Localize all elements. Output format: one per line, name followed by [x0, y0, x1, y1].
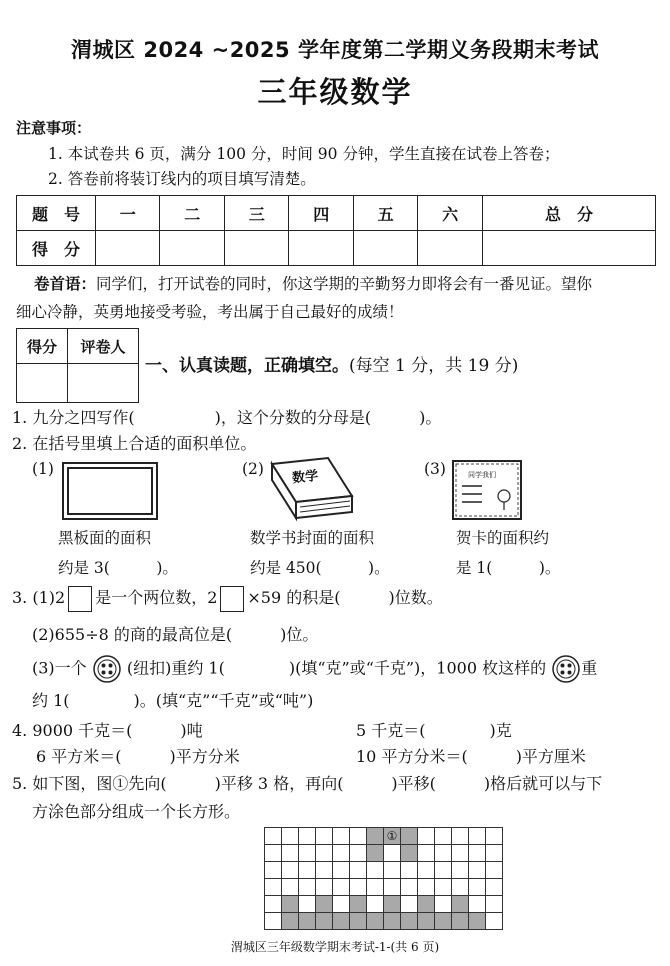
grid-cell — [418, 879, 435, 896]
notice-item-2: 2. 答卷前将装订线内的项目填写清楚。 — [48, 170, 316, 188]
grid-cell — [469, 879, 486, 896]
q5-line-1: 5. 如下图，图①先向( )平移 3 格，再向( )平移( )格后就可以与下 — [12, 774, 603, 793]
grid-cell — [486, 896, 503, 913]
grid-cell — [418, 913, 435, 930]
score-header-cell: 四 — [289, 196, 353, 231]
grid-cell — [486, 913, 503, 930]
grid-cell — [299, 896, 316, 913]
q3-part-1-middle: 是一个两位数，2 — [95, 588, 218, 607]
translation-grid — [264, 827, 503, 930]
grid-cell — [401, 913, 418, 930]
grid-cell — [282, 879, 299, 896]
grid-cell — [350, 845, 367, 862]
q2-item-2-line-2: 约是 450( )。 — [250, 559, 390, 577]
grid-cell — [401, 845, 418, 862]
grid-cell — [299, 913, 316, 930]
preface-text-1: 同学们，打开试卷的同时，你这学期的辛勤努力即将会有一番见证。望你 — [96, 275, 593, 293]
grid-cell — [435, 879, 452, 896]
grid-cell — [384, 845, 401, 862]
grid-cell — [265, 913, 282, 930]
grid-cell — [469, 913, 486, 930]
grid-cell — [316, 896, 333, 913]
grid-cell — [265, 845, 282, 862]
q2-item-1-line-1: 黑板面的面积 — [58, 529, 152, 547]
grid-cell — [265, 862, 282, 879]
grid-cell — [282, 845, 299, 862]
grader-name-cell[interactable] — [68, 364, 139, 403]
grid-cell — [418, 845, 435, 862]
q2-item-3-number: (3) — [424, 460, 446, 478]
score-table-header-row — [17, 196, 656, 231]
grid-cell — [401, 879, 418, 896]
score-input-cell[interactable] — [224, 231, 288, 266]
grid-cell — [333, 913, 350, 930]
preface-line-1 — [34, 272, 592, 294]
preface-label: 卷首语： — [34, 275, 97, 293]
grid-cell — [265, 828, 282, 845]
q4-a: 4. 9000 千克＝( )吨 — [12, 721, 203, 740]
grid-cell — [316, 862, 333, 879]
q4-c: 6 平方米＝( )平方分米 — [36, 747, 240, 766]
grid-cell — [452, 862, 469, 879]
grid-cell — [350, 896, 367, 913]
grid-cell — [486, 828, 503, 845]
grid-cell — [367, 862, 384, 879]
grid-cell — [452, 879, 469, 896]
q2-item-2-line-1: 数学书封面的面积 — [250, 529, 375, 547]
grader-box — [16, 328, 139, 403]
grid-cell — [486, 879, 503, 896]
grid-cell — [452, 828, 469, 845]
score-table-score-row — [17, 231, 656, 266]
score-header-cell: 五 — [353, 196, 417, 231]
q2-item-3-line-1: 贺卡的面积约 — [456, 529, 550, 547]
grid-cell — [401, 828, 418, 845]
grid-cell — [418, 862, 435, 879]
grid-cell — [265, 896, 282, 913]
button-icon — [551, 654, 581, 684]
digit-box[interactable] — [68, 586, 92, 612]
grid-cell — [316, 845, 333, 862]
score-input-cell[interactable] — [482, 231, 655, 266]
grid-cell — [435, 896, 452, 913]
grid-cell — [333, 862, 350, 879]
score-input-cell[interactable] — [353, 231, 417, 266]
grid-cell — [333, 828, 350, 845]
grid-cell — [299, 828, 316, 845]
grid-cell — [367, 879, 384, 896]
score-header-cell: 题 号 — [17, 196, 96, 231]
q3-part-3-middle: (纽扣)重约 1( )(填“克”或“千克”)，1000 枚这样的 — [126, 658, 547, 678]
grid-cell — [384, 862, 401, 879]
grid-cell — [486, 845, 503, 862]
grader-name-label: 评卷人 — [68, 329, 139, 364]
grid-cell — [367, 913, 384, 930]
grid-cell — [418, 896, 435, 913]
q2-item-1-line-2: 约是 3( )。 — [58, 559, 178, 577]
q2-item-1-number: (1) — [32, 460, 54, 478]
grid-cell — [282, 862, 299, 879]
grid-cell — [316, 879, 333, 896]
grid-cell — [367, 828, 384, 845]
grid-cell — [435, 913, 452, 930]
grid-cell — [418, 828, 435, 845]
notice-item-1: 1. 本试卷共 6 页，满分 100 分，时间 90 分钟，学生直接在试卷上答卷； — [48, 145, 560, 163]
preface-line-2: 细心冷静，英勇地接受考验，考出属于自己最好的成绩！ — [16, 303, 404, 321]
digit-box[interactable] — [220, 586, 244, 612]
grid-cell — [316, 828, 333, 845]
grid-cell — [316, 913, 333, 930]
score-table — [16, 195, 656, 266]
grid-cell — [435, 862, 452, 879]
grader-score-label: 得分 — [17, 329, 68, 364]
notice-heading: 注意事项： — [16, 119, 92, 137]
grid-cell — [452, 913, 469, 930]
grid-cell — [282, 896, 299, 913]
grid-cell — [435, 845, 452, 862]
score-row-label: 得 分 — [17, 231, 96, 266]
grid-cell — [401, 896, 418, 913]
q3-line-3 — [32, 654, 597, 684]
grid-cell — [401, 862, 418, 879]
exam-title: 渭城区 2024 ~2025 学年度第二学期义务段期末考试 — [71, 38, 599, 62]
grid-cell — [350, 828, 367, 845]
grid-cell — [486, 862, 503, 879]
score-header-cell: 六 — [418, 196, 482, 231]
score-input-cell[interactable] — [289, 231, 353, 266]
q4-d: 10 平方分米＝( )平方厘米 — [356, 747, 586, 766]
score-header-cell: 三 — [224, 196, 288, 231]
q3-part-3-end: 重 — [581, 658, 598, 678]
grid-cell — [350, 913, 367, 930]
grid-cell — [452, 845, 469, 862]
question-2-stem: 2. 在括号里填上合适的面积单位。 — [12, 434, 257, 453]
shape-1-marker: ① — [384, 828, 401, 845]
grid-cell — [384, 896, 401, 913]
grid-cell — [299, 879, 316, 896]
q3-part-3-prefix: (3)一个 — [32, 658, 87, 678]
q3-line-2: (2)655÷8 的商的最高位是( )位。 — [32, 625, 319, 644]
grid-cell — [333, 896, 350, 913]
greeting-card-text: 同学我们 — [468, 471, 496, 479]
grid-cell — [367, 845, 384, 862]
score-header-cell: 二 — [160, 196, 224, 231]
q5-line-2: 方涂色部分组成一个长方形。 — [32, 802, 241, 821]
page-footer: 渭城区三年级数学期末考试-1-(共 6 页) — [230, 940, 440, 954]
score-header-cell: 一 — [96, 196, 160, 231]
grid-cell — [469, 896, 486, 913]
grid-cell — [299, 845, 316, 862]
grid-cell — [282, 913, 299, 930]
score-input-cell[interactable] — [96, 231, 160, 266]
q3-part-1-suffix: ×59 的积是( )位数。 — [247, 588, 443, 607]
section-1-title: 一、认真读题，正确填空。 — [145, 356, 349, 376]
grid-cell — [367, 896, 384, 913]
math-book-label: 数学 — [291, 468, 319, 487]
grid-cell — [435, 828, 452, 845]
grid-cell — [452, 896, 469, 913]
button-icon — [92, 654, 122, 684]
q3-line-4: 约 1( )。(填“克”“千克”或“吨”) — [32, 691, 314, 710]
grid-cell — [282, 828, 299, 845]
grader-score-cell[interactable] — [17, 364, 68, 403]
grid-cell — [384, 913, 401, 930]
grid-cell — [350, 879, 367, 896]
grid-cell — [469, 828, 486, 845]
grid-cell — [350, 862, 367, 879]
grid-cell — [384, 879, 401, 896]
grid-cell — [333, 845, 350, 862]
blackboard-icon — [62, 462, 158, 520]
score-input-cell[interactable] — [418, 231, 482, 266]
q2-item-2-number: (2) — [242, 460, 264, 478]
section-1-note: (每空 1 分，共 19 分) — [349, 356, 519, 376]
q3-line-1 — [12, 585, 443, 612]
q4-b: 5 千克＝( )克 — [356, 721, 512, 740]
grid-cell — [469, 845, 486, 862]
subject-title: 三年级数学 — [257, 75, 413, 109]
q3-part-1-prefix: 3. (1)2 — [12, 588, 66, 607]
grid-cell — [333, 879, 350, 896]
greeting-card-icon — [452, 460, 522, 520]
q2-item-3-line-2: 是 1( )。 — [456, 559, 561, 577]
grid-cell — [299, 862, 316, 879]
question-1: 1. 九分之四写作( )，这个分数的分母是( )。 — [12, 408, 442, 427]
grid-cell — [265, 879, 282, 896]
section-1-heading — [145, 351, 518, 376]
grid-cell — [469, 862, 486, 879]
score-header-cell: 总 分 — [482, 196, 655, 231]
score-input-cell[interactable] — [160, 231, 224, 266]
